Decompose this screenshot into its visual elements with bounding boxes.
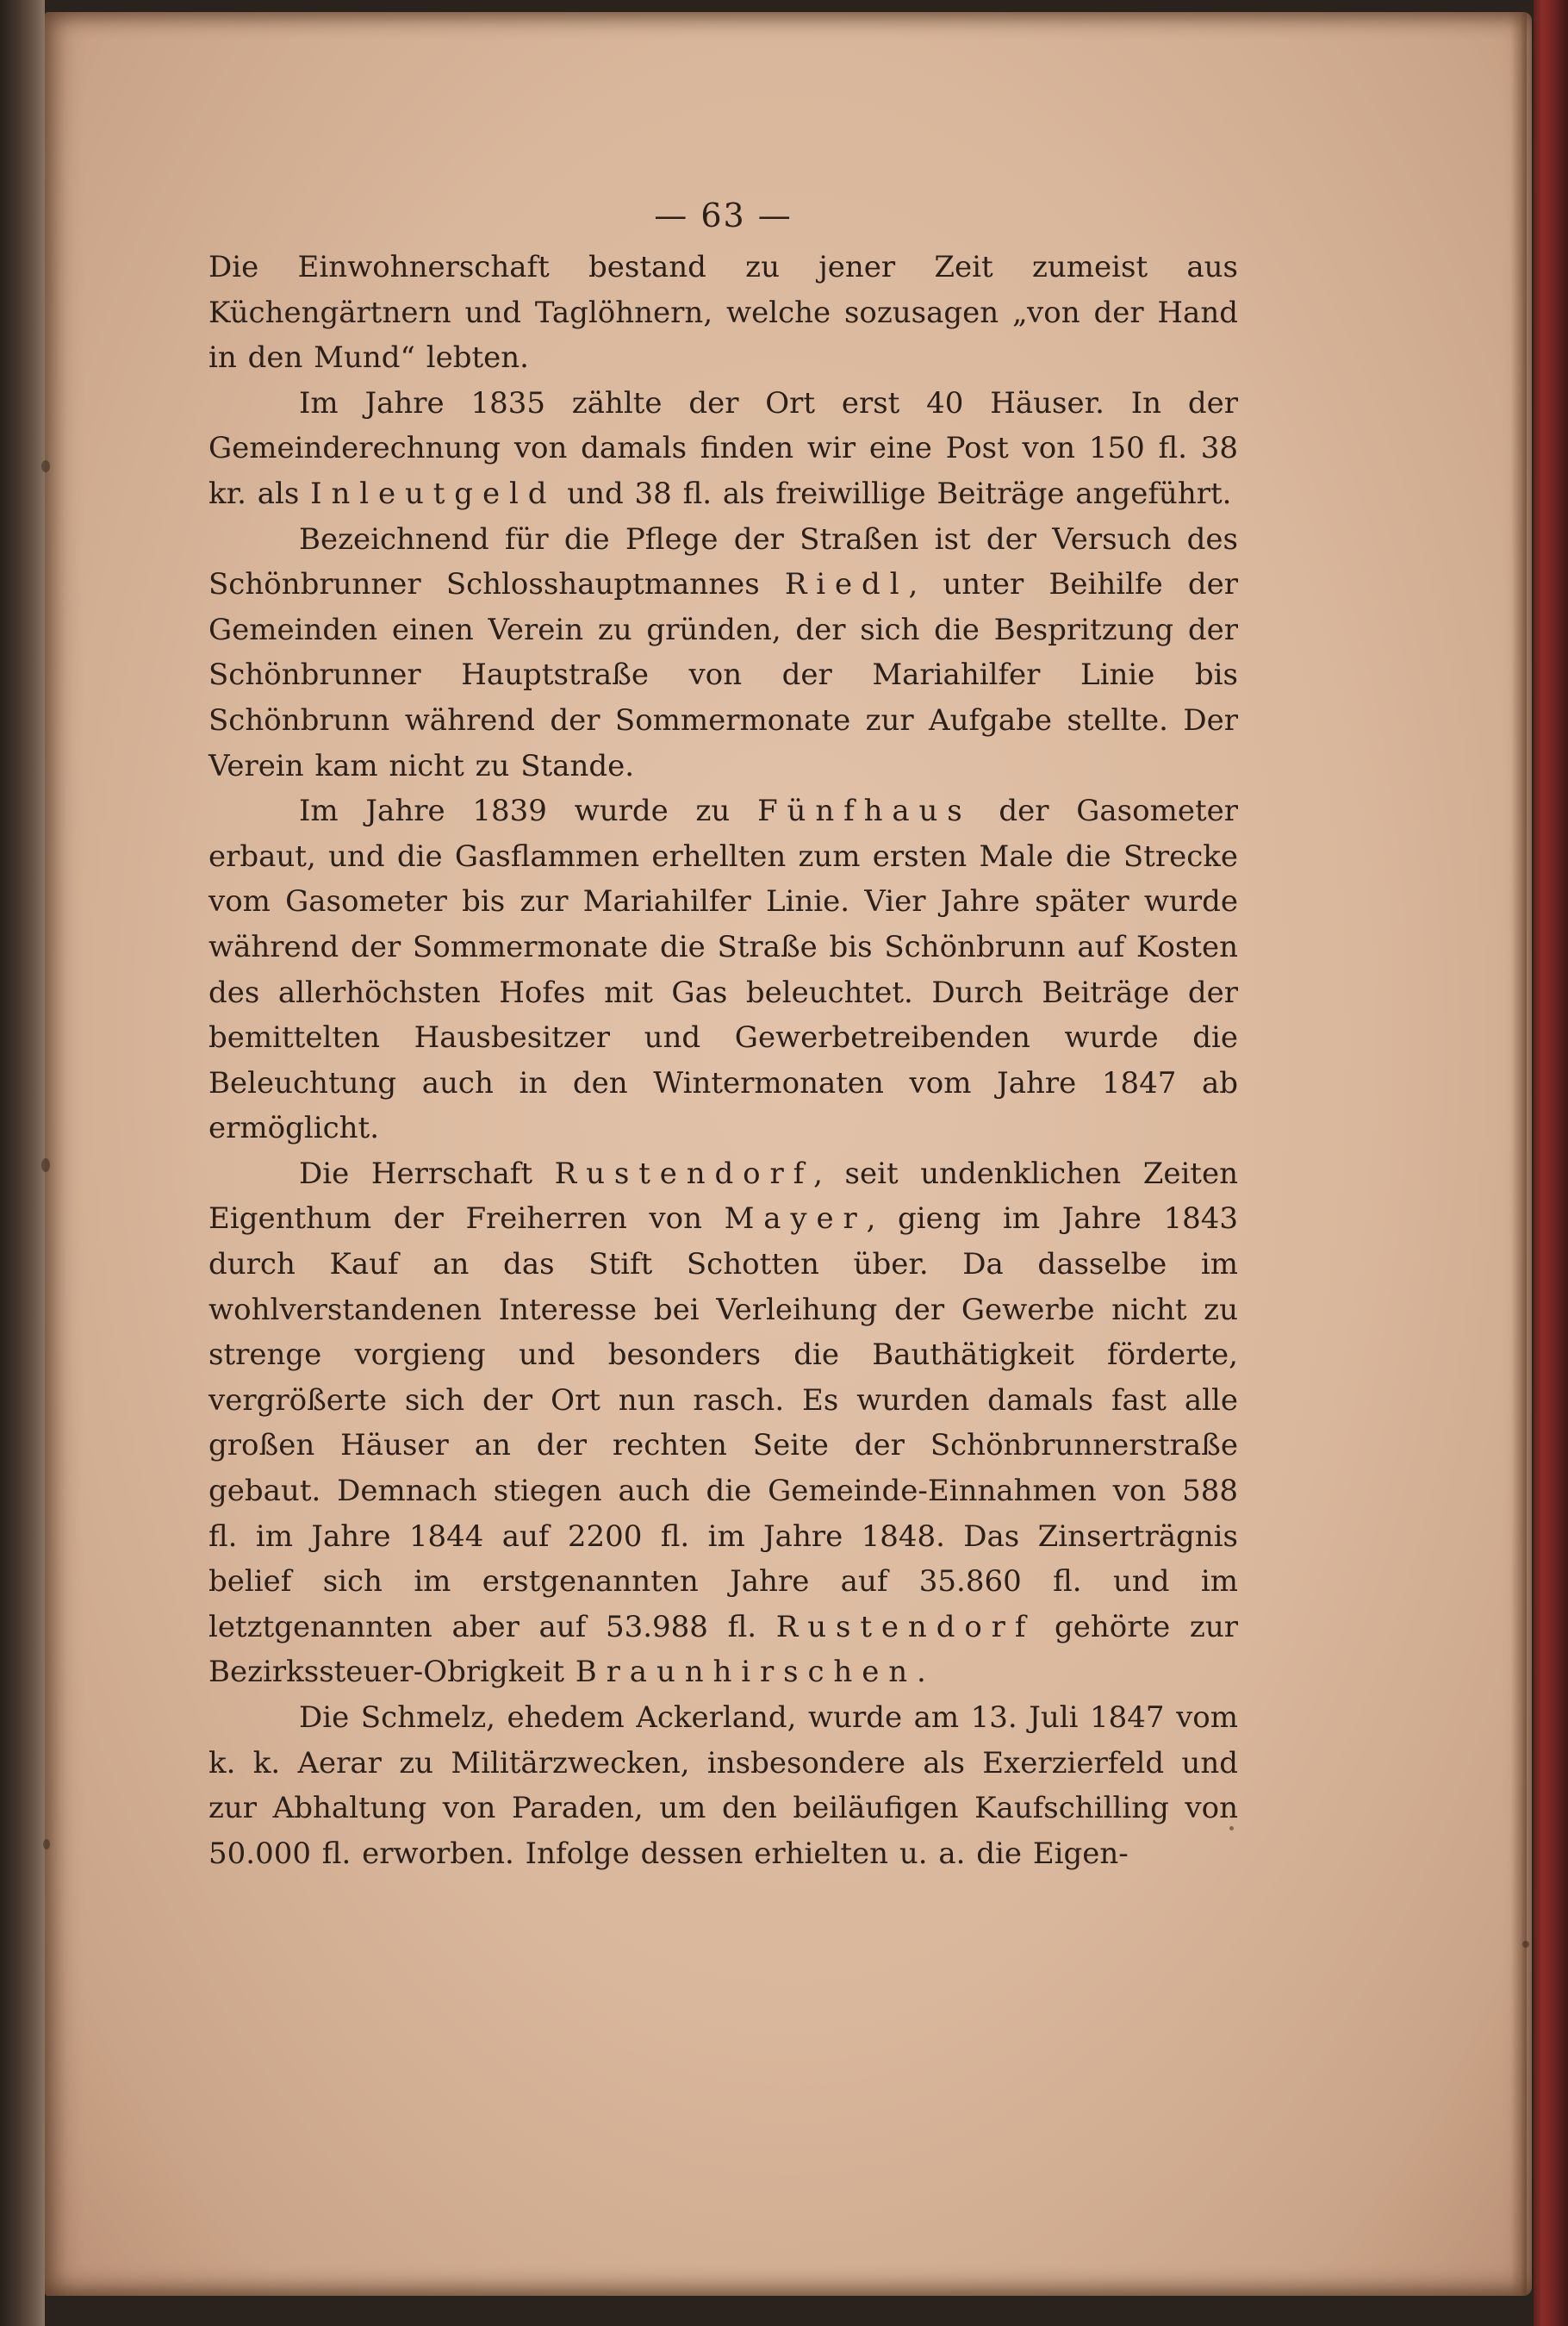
emphasized-place: Fünfhaus [757,794,972,829]
paragraph-text: Die Herrschaft [299,1156,555,1191]
emphasized-place: Braunhirschen [575,1655,917,1690]
paragraph-text: gehörte zur Bezirkssteuer-Obrigkeit [208,1609,1238,1690]
paragraph-text: , seit undenklichen Zeiten Eigenthum der Freiherren von [208,1156,1238,1237]
paragraph [208,1695,1238,1876]
paragraph [208,245,1238,381]
paragraph-text: der Gasometer erbaut, und die Gasflammen erhellten zum ersten Male die Strecke vom Gasometer bis zur Mariahilfer Linie. Vier Jahre später wurde während der Sommermonate die Straße bis Schönbrunn auf Kosten des allerhöchsten Hofes mit Gas beleuchtet. Durch Beiträge der bemittelten Hausbesitzer und Gewerbetreibenden wurde die Beleuchtung auch in den Wintermonaten vom Jahre 1847 ab ermöglicht. [208,794,1238,1146]
emphasized-term: Inleutgeld [310,476,557,511]
paragraph [208,1151,1238,1695]
paragraph-text: Die Schmelz, ehedem Ackerland, wurde am 13. Juli 1847 vom k. k. Aerar zu Militärzwecken, insbesondere als Exerzierfeld und zur Abhaltung von Paraden, um den beiläufigen Kaufschilling von 50.000 fl. erworben. Infolge dessen erhielten u. a. die Eigen- [208,1700,1238,1871]
paragraph-text: Im Jahre 1839 wurde zu [299,794,758,829]
book-page [45,12,1532,2296]
paragraph-text: und 38 fl. als freiwillige Beiträge angeführt. [556,476,1232,511]
ink-spot [43,1839,50,1849]
paragraph-text: Die Einwohnerschaft bestand zu jener Zeit zumeist aus Küchengärtnern und Taglöhnern, welche sozusagen „von der Hand in den Mund“ lebten. [208,250,1238,376]
paragraph [208,789,1238,1151]
page-number: — 63 — [654,196,793,234]
book-spine [0,0,45,2326]
page-text [208,193,1238,1876]
paragraph-text: , unter Beihilfe der Gemeinden einen Verein zu gründen, der sich die Bespritzung der Schönbrunner Hauptstraße von der Mariahilfer Linie bis Schönbrunn während der Sommermonate zur Aufgabe stellte. Der Verein kam nicht zu Stande. [208,567,1238,783]
ink-spot [1522,1941,1529,1948]
emphasized-name: Riedl [784,567,909,602]
paragraph-text: Im Jahre 1835 zählte der Ort erst 40 Häuser. In der Gemeinderechnung von damals finden wir eine Post von 150 fl. 38 kr. als [208,385,1238,511]
paragraph-text: Bezeichnend für die Pflege der Straßen ist der Versuch des Schönbrunner Schlosshauptmannes [208,521,1238,602]
ink-spot [41,460,50,472]
paragraph [208,517,1238,789]
ink-spot [41,1158,50,1172]
emphasized-name: Mayer [724,1201,867,1237]
paragraph-text: . [916,1655,926,1690]
paragraph-text: , gieng im Jahre 1843 durch Kauf an das Stift Schotten über. Da dasselbe im wohlverstandenen Interesse bei Verleihung der Gewerbe nicht zu strenge vorgieng und besonders die Bauthätigkeit förderte, vergrößerte sich der Ort nun rasch. Es wurden damals fast alle großen Häuser an der rechten Seite der Schönbrunnerstraße gebaut. Demnach stiegen auch die Gemeinde-Einnahmen von 588 fl. im Jahre 1844 auf 2200 fl. im Jahre 1848. Das Zinserträgnis belief sich im erstgenannten Jahre auf 35.860 fl. und im letztgenannten aber auf 53.988 fl. [208,1201,1238,1644]
emphasized-place: Rustendorf [554,1156,814,1191]
paragraph [208,381,1238,517]
emphasized-place: Rustendorf [775,1609,1036,1644]
page-edge-shadow [1511,12,1527,2296]
book-cover-edge [1534,0,1568,2326]
